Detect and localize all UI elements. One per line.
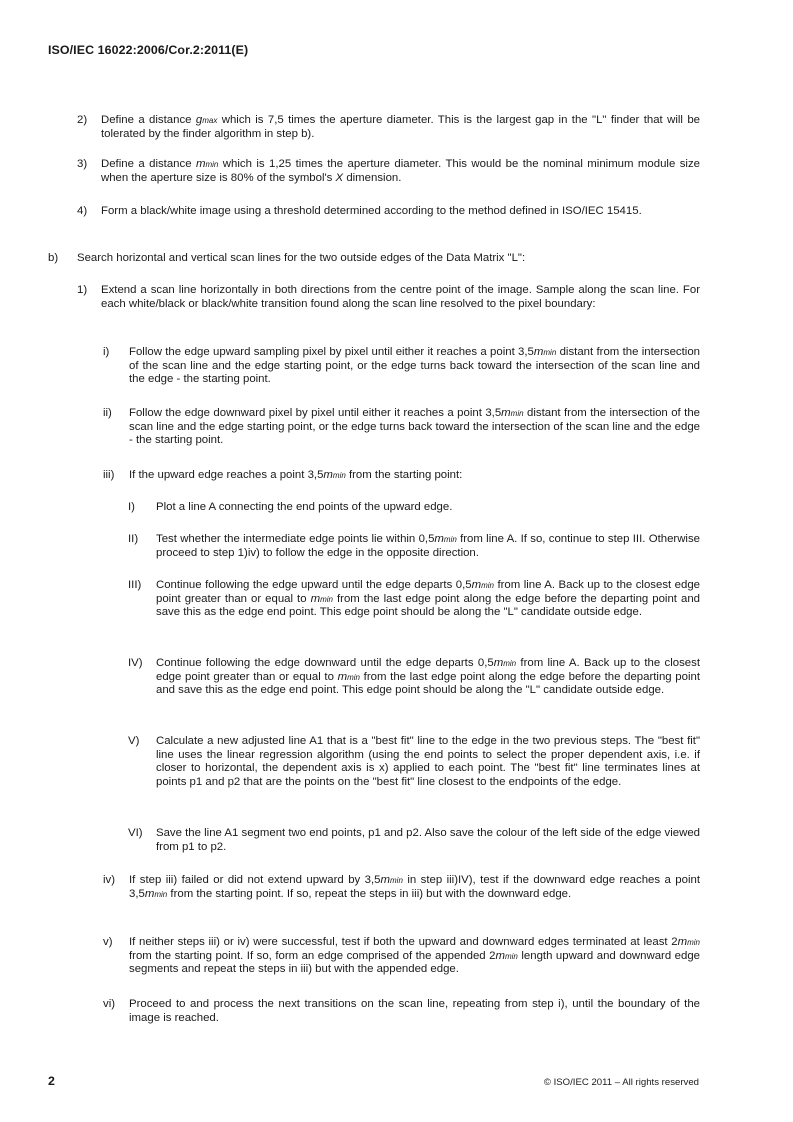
step-label: 2) (77, 114, 88, 126)
copyright-notice: © ISO/IEC 2011 – All rights reserved (543, 1077, 699, 1088)
step-text: If step iii) failed or did not extend upward by 3,5mmin in step iii)IV), test if the downward edge reaches a point 3,5mmin from the starting point. If so, repeat the steps in iii) but with the downward edge. (129, 874, 700, 900)
step-text: Follow the edge upward sampling pixel by pixel until either it reaches a point 3,5mmin distant from the intersection of the scan line and the edge starting point, or the edge turns back toward the intersection of the scan line and the edge - the starting point. (129, 346, 700, 386)
step-text: Proceed to and process the next transitions on the scan line, repeating from step i), until the boundary of the image is reached. (129, 998, 700, 1024)
step-text: Follow the edge downward pixel by pixel until either it reaches a point 3,5mmin distant from the intersection of the scan line and the edge starting point, or the edge turns back toward the intersection of the scan line and the edge - the starting point. (129, 407, 700, 447)
step-text: Search horizontal and vertical scan lines for the two outside edges of the Data Matrix "L": (77, 252, 526, 264)
step-label: iii) (103, 469, 115, 481)
step-text: Calculate a new adjusted line A1 that is a "best fit" line to the edge in the two previous steps. The "best fit" line uses the linear regression algorithm (using the end points to select the proper dependent axis, i.e. if closer to horizontal, the dependent axis is x) applied to each point. The "best fit" line terminates lines at points p1 and p2 that are the points on the "best fit" line closest to the endpoints of the edge. (156, 735, 700, 788)
step-label: V) (128, 735, 140, 747)
step-text: If neither steps iii) or iv) were successful, test if both the upward and downward edges terminated at least 2mmin from the starting point. If so, form an edge comprised of the appended 2mmin length upward and downward edge segments and repeat the steps in iii) but with the appended edge. (129, 936, 701, 976)
step-i (103, 346, 700, 387)
step-label: 1) (77, 284, 88, 296)
step-label: III) (128, 579, 142, 591)
step-label: 3) (77, 158, 88, 170)
step-V (128, 735, 700, 789)
step-text: Define a distance mmin which is 1,25 times the aperture diameter. This would be the nominal minimum module size when the aperture size is 80% of the symbol's X dimension. (101, 158, 700, 184)
step-text: Define a distance gmax which is 7,5 times the aperture diameter. This is the largest gap in the "L" finder that will be tolerated by the finder algorithm in step b). (101, 114, 700, 140)
step-VI (128, 827, 700, 854)
step-ii (103, 407, 700, 448)
step-vi (103, 998, 700, 1025)
step-text: Continue following the edge upward until the edge departs 0,5mmin from line A. Back up to the closest edge point greater than or equal to mmin from the last edge point along the edge before the departing point and save this as the edge end point. This edge point should be along the "L" candidate outside edge. (156, 579, 700, 619)
step-text: If the upward edge reaches a point 3,5mmin from the starting point: (129, 469, 463, 481)
step-a3 (77, 158, 700, 185)
step-label: i) (103, 346, 110, 358)
step-IV (128, 657, 700, 698)
step-label: II) (128, 533, 139, 545)
document-header: ISO/IEC 16022:2006/Cor.2:2011(E) (48, 43, 249, 57)
step-a2 (77, 114, 700, 141)
step-label: 4) (77, 205, 88, 217)
page-number: 2 (48, 1074, 55, 1088)
step-text: Test whether the intermediate edge points lie within 0,5mmin from line A. If so, continue to step III. Otherwise proceed to step 1)iv) to follow the edge in the opposite direction. (156, 533, 700, 559)
step-II (128, 533, 700, 560)
step-b1 (77, 284, 700, 311)
step-text: Plot a line A connecting the end points of the upward edge. (156, 501, 453, 513)
step-label: VI) (128, 827, 143, 839)
step-label: ii) (103, 407, 112, 419)
step-I (128, 501, 700, 515)
step-label: I) (128, 501, 135, 513)
step-label: b) (48, 252, 59, 264)
step-a4 (77, 205, 700, 219)
step-text: Save the line A1 segment two end points, p1 and p2. Also save the colour of the left side of the edge viewed from p1 to p2. (156, 827, 700, 853)
step-label: iv) (103, 874, 116, 886)
step-text: Continue following the edge downward until the edge departs 0,5mmin from line A. Back up to the closest edge point greater than or equal to mmin from the last edge point along the edge before the departing point and save this as the edge end point. This edge point should be along the "L" candidate outside edge. (156, 657, 700, 697)
step-III (128, 579, 700, 620)
step-text: Form a black/white image using a threshold determined according to the method defined in ISO/IEC 15415. (101, 205, 642, 217)
step-label: vi) (103, 998, 116, 1010)
step-v (103, 936, 700, 977)
step-iv (103, 874, 700, 901)
step-label: v) (103, 936, 113, 948)
step-b (48, 252, 700, 266)
step-label: IV) (128, 657, 143, 669)
step-iii (103, 469, 700, 483)
step-text: Extend a scan line horizontally in both directions from the centre point of the image. Sample along the scan line. For each white/black or black/white transition found along the scan line resolved to the pixel boundary: (101, 284, 700, 310)
